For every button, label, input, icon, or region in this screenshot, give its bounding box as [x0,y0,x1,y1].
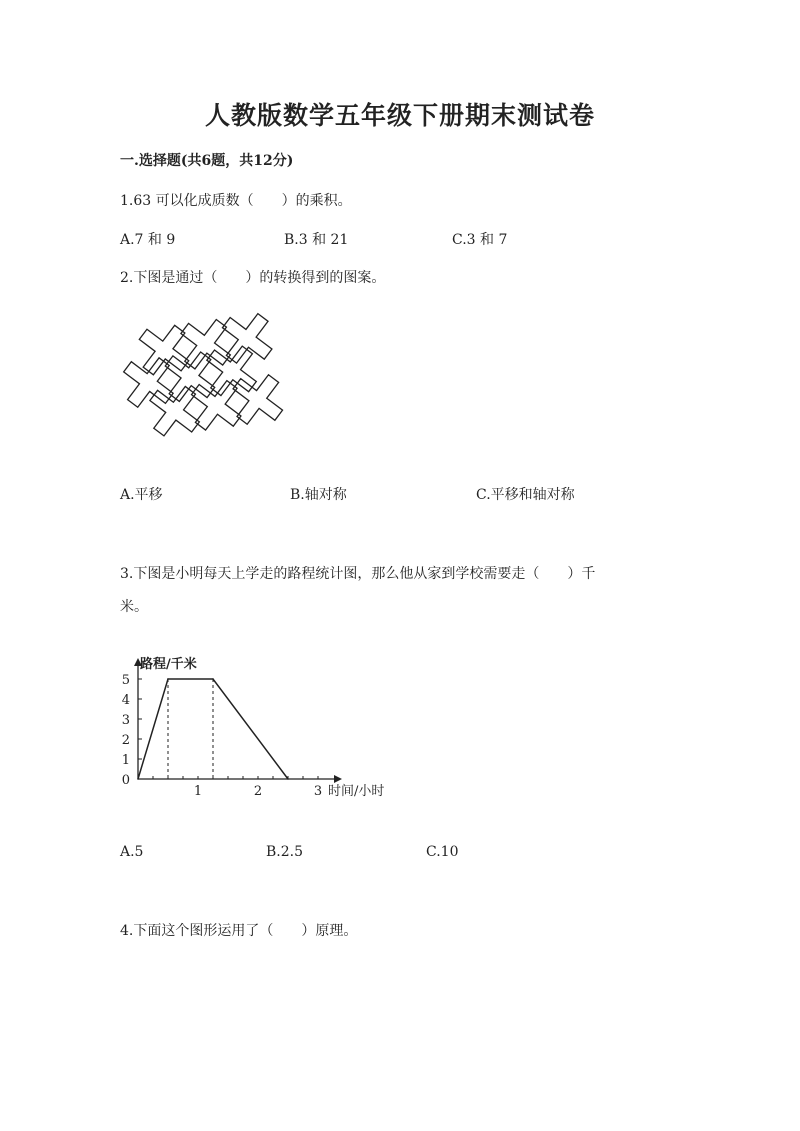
question-3-option-c[interactable]: C.10 [426,844,459,860]
x-tick-label: 2 [253,784,263,799]
question-2-text: 2.下图是通过（ ）的转换得到的图案。 [120,270,386,286]
data-point [212,678,214,680]
x-axis-arrow-icon [334,775,342,783]
y-tick-label: 0 [121,773,130,788]
question-1-option-a[interactable]: A.7 和 9 [120,232,176,248]
question-1-text: 1.63 可以化成质数（ ）的乘积。 [120,193,352,209]
x-axis-title: 时间/小时 [328,784,385,799]
y-tick-label: 3 [121,713,130,728]
question-3-text-line1: 3.下图是小明每天上学走的路程统计图，那么他从家到学校需要走（ ）千 [120,566,596,582]
page-title: 人教版数学五年级下册期末测试卷 [204,101,595,130]
tetromino-tiling-pattern-icon [118,320,268,440]
y-tick-label: 2 [121,733,130,748]
question-3-text-line2: 米。 [120,599,148,615]
distance-time-chart [110,650,410,810]
question-3-option-b[interactable]: B.2.5 [266,844,304,860]
y-axis-title: 路程/千米 [140,657,197,672]
data-point [287,778,289,780]
question-2-option-a[interactable]: A.平移 [120,487,163,503]
section-header: 一.选择题(共6题，共12分) [120,153,294,169]
y-tick-label: 4 [121,693,130,708]
x-tick-label: 1 [193,784,203,799]
question-1-option-c[interactable]: C.3 和 7 [452,232,508,248]
data-point [137,778,139,780]
question-4-text: 4.下面这个图形运用了（ ）原理。 [120,923,358,939]
y-tick-label: 1 [121,753,130,768]
question-3-option-a[interactable]: A.5 [120,844,144,860]
data-point [167,678,169,680]
question-2-option-b[interactable]: B.轴对称 [290,487,347,503]
question-1-option-b[interactable]: B.3 和 21 [284,232,349,248]
question-2-option-c[interactable]: C.平移和轴对称 [476,487,575,503]
x-tick-label: 3 [313,784,323,799]
y-tick-label: 5 [121,673,130,688]
